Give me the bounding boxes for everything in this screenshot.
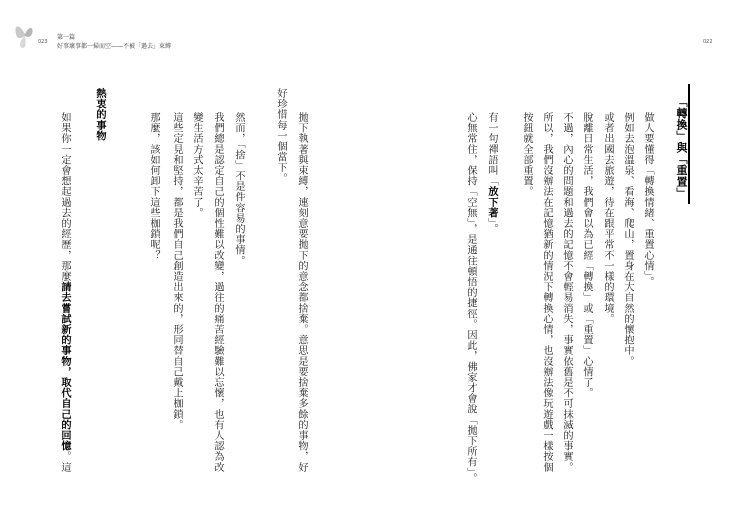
butterfly-ornament-icon [14,18,36,52]
paragraph-line: 然而，「捨」不是件容易的事情。 [233,112,244,266]
paragraph-line: 按鈕就全部重置。 [521,112,532,197]
paragraph-line: 那麼，該如何卸下這些枷鎖呢？ [148,112,159,261]
paragraph-line [57,112,71,472]
paragraph-line: 做人要懂得「轉換情緒、重置心情」。 [642,112,653,288]
page-number-left: 023 [38,39,48,45]
text-run: 有一句禪語叫「 [486,112,497,187]
paragraph-line: 心無常住，保持「空無」，是通往頓悟的捷徑。因此，佛家才會說「拋下所有」。 [465,112,476,484]
text-run: 」。 [486,218,497,235]
paragraph-line: 不過，內心的問題和過去的記憶不會輕易消失，事實依舊是不可抹滅的事實。 [561,112,572,473]
paragraph-line [484,112,498,234]
text-run: 。這 [59,451,70,473]
paragraph-line: 這些定見和堅持，都是我們自己創造出來的，形同替自己戴上枷鎖。 [171,112,182,430]
paragraph-line: 例如去泡溫泉、看海、爬山，置身在大自然的懷抱中。 [622,112,633,367]
paragraph-line: 我們總是認定自己的個性難以改變，過往的痛苦經驗難以忘懷，也有人認為改 [212,112,223,473]
paragraph-line: 脫離日常生活，我們會以為已經「轉換」或「重置」心情了。 [581,112,592,399]
running-header [57,33,171,51]
subheading: 熱衷的事物 [94,88,105,141]
highlight-text: 放下著 [486,186,497,219]
page-number-right: 022 [703,39,713,45]
paragraph-line: 變生活方式太辛苦了。 [191,112,202,218]
chapter-title: 好事壞事都一掃而空——不被「過去」束縛 [57,43,172,50]
paragraph-line: 所以，我們沒辦法在記憶猶新的情況下轉換心情，也沒辦法像玩遊戲一樣按個 [541,112,552,473]
paragraph-line: 好珍惜每一個當下。 [275,88,286,184]
section-heading: 「轉換」與「重置」 [675,96,688,199]
paragraph-line: 或者出國去旅遊，待在跟平常不一樣的環境。 [602,112,613,324]
highlight-text: 請去嘗試新的事物，取代自己的回憶 [59,281,70,452]
text-run: 如果你一定會想起過去的經歷，那麼 [59,112,70,282]
paragraph-line: 拋下執著與束縛，連刻意要拋下的意念都捨棄。意思是要捨棄多餘的事物，好 [296,112,307,473]
chapter-label: 第一篇 [57,34,76,41]
